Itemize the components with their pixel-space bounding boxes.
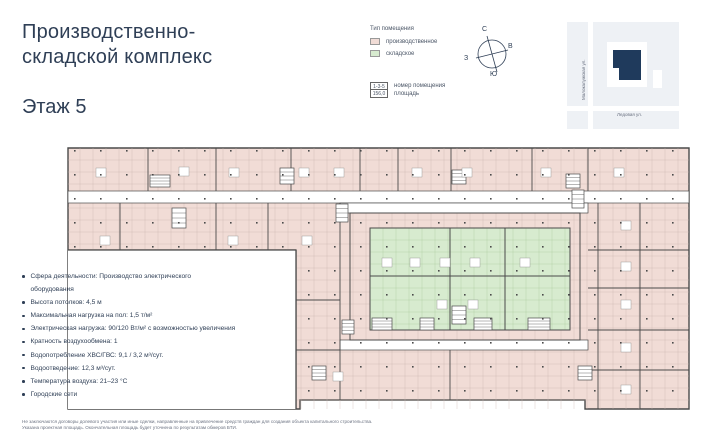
column-mark — [360, 270, 362, 272]
room-tag — [621, 221, 631, 230]
legend-tag-number: 1-3-5 — [370, 82, 388, 90]
title-line-2: складской комплекс — [22, 46, 213, 68]
column-mark — [620, 174, 622, 176]
column-mark — [360, 222, 362, 224]
feature-item: Электрическая нагрузка: 90/120 Вт/м² с возможностью увеличения — [22, 322, 235, 335]
column-mark — [490, 342, 492, 344]
column-mark — [386, 342, 388, 344]
room-tag — [541, 168, 551, 177]
column-mark — [282, 222, 284, 224]
footnote-line-2: Указана проектная площадь. Окончательная площадь будет уточнена по результатам обмеров БТИ. — [22, 425, 238, 430]
column-mark — [594, 390, 596, 392]
legend-tag-number-caption: номер помещения — [394, 83, 446, 89]
legend-tag-area-caption: площадь — [394, 91, 420, 97]
column-mark — [542, 174, 544, 176]
corridor — [340, 340, 588, 350]
room-tag — [100, 236, 110, 245]
column-mark — [334, 222, 336, 224]
minimap-street-1: Малокалужская ул. — [581, 59, 586, 100]
column-mark — [568, 270, 570, 272]
column-mark — [100, 150, 102, 152]
column-mark — [464, 342, 466, 344]
column-mark — [74, 246, 76, 248]
column-mark — [490, 294, 492, 296]
column-mark — [516, 270, 518, 272]
column-mark — [490, 198, 492, 200]
column-mark — [672, 270, 674, 272]
column-mark — [178, 198, 180, 200]
column-mark — [490, 270, 492, 272]
column-mark — [464, 150, 466, 152]
feature-item: Сфера деятельности: Производство электрического — [22, 270, 235, 283]
column-mark — [672, 390, 674, 392]
column-mark — [672, 318, 674, 320]
column-mark — [490, 390, 492, 392]
room-tag — [437, 300, 447, 309]
column-mark — [464, 294, 466, 296]
column-mark — [646, 366, 648, 368]
bullet-icon — [22, 341, 25, 344]
column-mark — [204, 150, 206, 152]
column-mark — [386, 222, 388, 224]
column-mark — [178, 150, 180, 152]
legend-label-production: производственное — [386, 38, 438, 45]
column-mark — [256, 174, 258, 176]
column-mark — [204, 174, 206, 176]
column-mark — [100, 222, 102, 224]
column-mark — [74, 198, 76, 200]
column-mark — [620, 342, 622, 344]
column-mark — [672, 366, 674, 368]
column-mark — [360, 318, 362, 320]
room-tag — [462, 168, 472, 177]
column-mark — [230, 198, 232, 200]
column-mark — [490, 150, 492, 152]
column-mark — [282, 198, 284, 200]
column-mark — [620, 366, 622, 368]
room-tag — [228, 236, 238, 245]
room-tag — [410, 258, 420, 267]
room-tag — [621, 262, 631, 271]
column-mark — [516, 390, 518, 392]
bullet-icon — [22, 275, 25, 278]
compass-east: В — [508, 43, 513, 50]
bullet-icon — [22, 354, 25, 357]
column-mark — [178, 174, 180, 176]
corridor — [68, 191, 689, 203]
column-mark — [100, 246, 102, 248]
column-mark — [152, 174, 154, 176]
bullet-icon — [22, 328, 25, 331]
column-mark — [360, 246, 362, 248]
title-line-1: Производственно- — [22, 21, 196, 43]
column-mark — [438, 390, 440, 392]
column-mark — [438, 174, 440, 176]
column-mark — [282, 174, 284, 176]
column-mark — [230, 222, 232, 224]
column-mark — [438, 246, 440, 248]
column-mark — [490, 366, 492, 368]
column-mark — [516, 198, 518, 200]
column-mark — [646, 174, 648, 176]
column-mark — [646, 294, 648, 296]
feature-item: Высота потолков: 4,5 м — [22, 296, 235, 309]
column-mark — [542, 150, 544, 152]
column-mark — [542, 366, 544, 368]
column-mark — [438, 342, 440, 344]
column-mark — [360, 174, 362, 176]
column-mark — [178, 246, 180, 248]
column-mark — [334, 366, 336, 368]
column-mark — [542, 222, 544, 224]
column-mark — [386, 198, 388, 200]
column-mark — [620, 150, 622, 152]
column-mark — [412, 342, 414, 344]
room-tag — [229, 168, 239, 177]
column-mark — [308, 270, 310, 272]
column-mark — [646, 246, 648, 248]
column-mark — [308, 222, 310, 224]
column-mark — [386, 366, 388, 368]
column-mark — [516, 294, 518, 296]
column-mark — [230, 150, 232, 152]
column-mark — [646, 318, 648, 320]
column-mark — [438, 222, 440, 224]
minimap-street-2: Ледовая ул. — [617, 112, 643, 117]
room-tag — [614, 168, 624, 177]
legend-tag-area: 156,0 — [370, 90, 388, 98]
feature-item-continued: оборудования — [30, 286, 74, 294]
column-mark — [542, 198, 544, 200]
column-mark — [568, 390, 570, 392]
column-mark — [464, 222, 466, 224]
room-tag — [179, 167, 189, 176]
column-mark — [672, 198, 674, 200]
column-mark — [490, 222, 492, 224]
column-mark — [412, 294, 414, 296]
column-mark — [516, 150, 518, 152]
bullet-icon — [22, 367, 25, 370]
column-mark — [412, 198, 414, 200]
features-list — [22, 270, 235, 401]
column-mark — [412, 318, 414, 320]
footnote-line-1: Не заключаются договоры долевого участия или иные сделки, направленные на привлечение средств граждан для создания объекта капитального строительства. — [22, 419, 373, 424]
column-mark — [464, 390, 466, 392]
column-mark — [334, 342, 336, 344]
column-mark — [178, 222, 180, 224]
column-mark — [594, 342, 596, 344]
column-mark — [542, 270, 544, 272]
feature-item: Водопотребление ХВС/ГВС: 9,1 / 3,2 м³/сут. — [22, 349, 235, 362]
feature-item: Максимальная нагрузка на пол: 1,5 т/м² — [22, 309, 235, 322]
column-mark — [308, 342, 310, 344]
column-mark — [412, 270, 414, 272]
warehouse-area — [370, 228, 570, 330]
column-mark — [282, 150, 284, 152]
bullet-icon — [22, 393, 25, 396]
column-mark — [594, 270, 596, 272]
column-mark — [308, 198, 310, 200]
column-mark — [594, 150, 596, 152]
column-mark — [542, 294, 544, 296]
column-mark — [464, 318, 466, 320]
column-mark — [594, 294, 596, 296]
column-mark — [542, 246, 544, 248]
column-mark — [672, 294, 674, 296]
column-mark — [334, 294, 336, 296]
compass-south: Ю — [490, 71, 498, 78]
column-mark — [412, 174, 414, 176]
bullet-icon — [22, 380, 25, 383]
column-mark — [308, 174, 310, 176]
column-mark — [594, 318, 596, 320]
column-mark — [334, 198, 336, 200]
column-mark — [464, 366, 466, 368]
column-mark — [620, 222, 622, 224]
column-mark — [256, 222, 258, 224]
column-mark — [360, 342, 362, 344]
column-mark — [308, 150, 310, 152]
column-mark — [230, 174, 232, 176]
column-mark — [412, 366, 414, 368]
column-mark — [646, 150, 648, 152]
column-mark — [516, 318, 518, 320]
column-mark — [152, 246, 154, 248]
column-mark — [594, 198, 596, 200]
column-mark — [308, 246, 310, 248]
feature-item: Городские сети — [22, 388, 235, 401]
column-mark — [568, 246, 570, 248]
column-mark — [412, 150, 414, 152]
column-mark — [594, 366, 596, 368]
column-mark — [620, 390, 622, 392]
room-tag — [621, 385, 631, 394]
bullet-icon — [22, 301, 25, 304]
column-mark — [516, 222, 518, 224]
column-mark — [74, 222, 76, 224]
column-mark — [334, 150, 336, 152]
column-mark — [256, 198, 258, 200]
column-mark — [438, 294, 440, 296]
room-tag — [96, 168, 106, 177]
column-mark — [490, 246, 492, 248]
column-mark — [334, 318, 336, 320]
column-mark — [620, 270, 622, 272]
column-mark — [516, 366, 518, 368]
column-mark — [438, 318, 440, 320]
column-mark — [672, 150, 674, 152]
feature-item: Температура воздуха: 21–23 °С — [22, 375, 235, 388]
column-mark — [334, 246, 336, 248]
column-mark — [672, 246, 674, 248]
column-mark — [464, 246, 466, 248]
column-mark — [152, 222, 154, 224]
column-mark — [282, 246, 284, 248]
column-mark — [464, 174, 466, 176]
floor-label: Этаж 5 — [22, 96, 87, 118]
compass-north: С — [482, 26, 488, 33]
column-mark — [438, 366, 440, 368]
column-mark — [412, 246, 414, 248]
column-mark — [594, 246, 596, 248]
column-mark — [672, 222, 674, 224]
legend-title: Тип помещения — [370, 26, 414, 32]
column-mark — [646, 270, 648, 272]
column-mark — [334, 174, 336, 176]
column-mark — [568, 150, 570, 152]
column-mark — [100, 174, 102, 176]
column-mark — [256, 150, 258, 152]
room-tag — [412, 168, 422, 177]
column-mark — [594, 222, 596, 224]
column-mark — [568, 222, 570, 224]
room-tag — [299, 168, 309, 177]
column-mark — [646, 342, 648, 344]
column-mark — [516, 246, 518, 248]
column-mark — [308, 318, 310, 320]
column-mark — [360, 150, 362, 152]
footnote — [22, 419, 372, 431]
column-mark — [672, 342, 674, 344]
column-mark — [126, 246, 128, 248]
column-mark — [152, 198, 154, 200]
column-mark — [360, 390, 362, 392]
column-mark — [334, 270, 336, 272]
column-mark — [568, 294, 570, 296]
column-mark — [126, 174, 128, 176]
column-mark — [568, 198, 570, 200]
column-mark — [490, 318, 492, 320]
column-mark — [126, 222, 128, 224]
column-mark — [646, 390, 648, 392]
column-mark — [334, 390, 336, 392]
column-mark — [204, 198, 206, 200]
column-mark — [126, 150, 128, 152]
column-mark — [386, 270, 388, 272]
column-mark — [256, 246, 258, 248]
column-mark — [126, 198, 128, 200]
column-mark — [100, 198, 102, 200]
column-mark — [438, 150, 440, 152]
column-mark — [438, 270, 440, 272]
column-mark — [74, 150, 76, 152]
column-mark — [672, 174, 674, 176]
corridor — [340, 203, 588, 213]
column-mark — [568, 342, 570, 344]
room-tag — [440, 258, 450, 267]
column-mark — [308, 366, 310, 368]
column-mark — [360, 366, 362, 368]
column-mark — [620, 318, 622, 320]
bullet-icon — [22, 315, 25, 318]
feature-item: Кратность воздухообмена: 1 — [22, 335, 235, 348]
room-tag — [520, 258, 530, 267]
column-mark — [438, 198, 440, 200]
column-mark — [360, 294, 362, 296]
column-mark — [464, 270, 466, 272]
column-mark — [620, 198, 622, 200]
room-tag — [470, 258, 480, 267]
column-mark — [516, 174, 518, 176]
column-mark — [646, 222, 648, 224]
column-mark — [516, 342, 518, 344]
room-tag — [333, 372, 343, 381]
column-mark — [594, 174, 596, 176]
column-mark — [386, 174, 388, 176]
column-mark — [204, 222, 206, 224]
room-tag — [302, 236, 312, 245]
column-mark — [74, 174, 76, 176]
column-mark — [542, 342, 544, 344]
column-mark — [386, 390, 388, 392]
column-mark — [360, 198, 362, 200]
column-mark — [386, 150, 388, 152]
column-mark — [386, 246, 388, 248]
column-mark — [308, 294, 310, 296]
column-mark — [542, 390, 544, 392]
column-mark — [386, 318, 388, 320]
column-mark — [230, 246, 232, 248]
compass-west: З — [464, 55, 469, 62]
column-mark — [204, 246, 206, 248]
legend-label-warehouse: складское — [386, 50, 415, 57]
column-mark — [568, 318, 570, 320]
column-mark — [386, 294, 388, 296]
room-tag — [468, 300, 478, 309]
column-mark — [464, 198, 466, 200]
column-mark — [308, 390, 310, 392]
column-mark — [568, 366, 570, 368]
column-mark — [646, 198, 648, 200]
column-mark — [568, 174, 570, 176]
column-mark — [620, 294, 622, 296]
column-mark — [152, 150, 154, 152]
room-tag — [334, 168, 344, 177]
feature-item: Водоотведение: 12,3 м³/сут. — [22, 362, 235, 375]
column-mark — [490, 174, 492, 176]
column-mark — [542, 318, 544, 320]
room-tag — [621, 343, 631, 352]
column-mark — [412, 390, 414, 392]
column-mark — [412, 222, 414, 224]
room-tag — [382, 258, 392, 267]
column-mark — [620, 246, 622, 248]
room-tag — [621, 300, 631, 309]
